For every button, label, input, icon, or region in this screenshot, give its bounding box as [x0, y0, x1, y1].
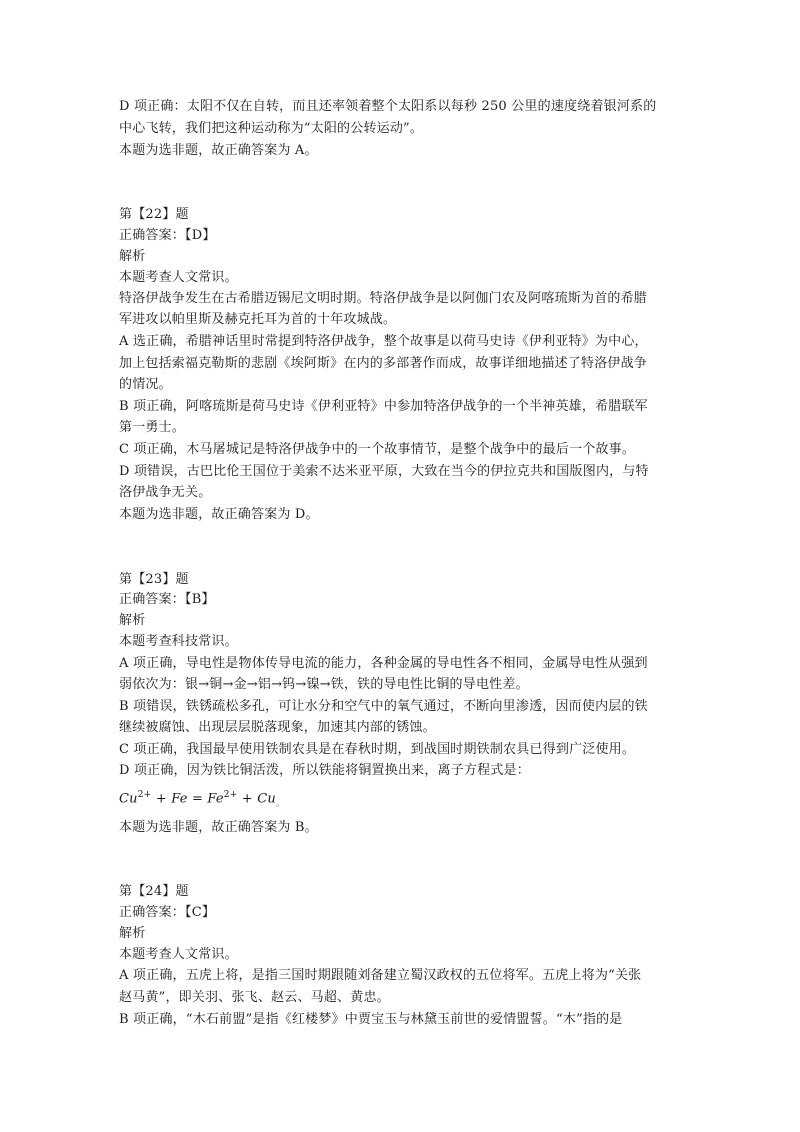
formula-equals: = — [191, 791, 204, 807]
formula-plus: + — [241, 791, 253, 807]
analysis-line: B 项正确，“木石前盟”是指《红楼梦》中贾宝玉与林黛玉前世的爱情盟誓。“木”指的是 — [119, 1012, 623, 1027]
formula-cu-charge: 2+ — [137, 790, 152, 800]
analysis-line: 本题为选非题，故正确答案为 D。 — [119, 507, 319, 522]
formula-fe-charge: 2+ — [223, 790, 238, 800]
analysis-line: 本题考查科技常识。 — [119, 634, 238, 649]
analysis-line: 继续被腐蚀、出现层层脱落现象，加速其内部的锈蚀。 — [119, 720, 436, 735]
analysis-line: B 项错误，铁锈疏松多孔，可让水分和空气中的氧气通过，不断向里渗透，因而使内层的铁 — [119, 699, 648, 714]
analysis-line: 赵马黄”，即关羽、张飞、赵云、马超、黄忠。 — [119, 990, 390, 1005]
analysis-label: 解析 — [119, 249, 146, 264]
analysis-line: 特洛伊战争发生在古希腊迈锡尼文明时期。特洛伊战争是以阿伽门农及阿喀琉斯为首的希腊 — [119, 291, 648, 306]
conclusion-line: 本题为选非题，故正确答案为 B。 — [119, 820, 318, 835]
intro-line: 中心飞转，我们把这种运动称为“太阳的公转运动”。 — [119, 121, 424, 136]
question-title: 第【24】题 — [119, 884, 189, 899]
analysis-line: B 项正确，阿喀琉斯是荷马史诗《伊利亚特》中参加特洛伊战争的一个半神英雄，希腊联军 — [119, 399, 648, 414]
analysis-line: 洛伊战争无关。 — [119, 485, 212, 500]
ionic-equation — [119, 785, 284, 814]
analysis-line: 本题考查人文常识。 — [119, 270, 238, 285]
formula-cu-metal: Cu — [257, 791, 276, 807]
analysis-line: 加上包括索福克勒斯的悲剧《埃阿斯》在内的多部著作而成，故事详细地描述了特洛伊战争 — [119, 356, 648, 371]
analysis-label: 解析 — [119, 926, 146, 941]
analysis-line: D 项错误，古巴比伦王国位于美索不达米亚平原，大致在当今的伊拉克共和国版图内，与特 — [119, 464, 649, 479]
formula-cu: Cu — [119, 791, 138, 807]
analysis-line: 的情况。 — [119, 377, 172, 392]
analysis-line: 本题考查人文常识。 — [119, 947, 238, 962]
intro-line: D 项正确：太阳不仅在自转，而且还率领着整个太阳系以每秒 250 公里的速度绕着银河系的 — [119, 99, 657, 114]
analysis-line: 军进攻以帕里斯及赫克托耳为首的十年攻城战。 — [119, 312, 397, 327]
formula-end: 。 — [275, 798, 285, 808]
formula-fe: Fe — [171, 791, 188, 807]
analysis-line: A 项正确，导电性是物体传导电流的能力，各种金属的导电性各不相同，金属导电性从强到 — [119, 656, 648, 671]
analysis-line: A 项正确，五虎上将，是指三国时期跟随刘备建立蜀汉政权的五位将军。五虎上将为“关张 — [119, 968, 642, 983]
question-title: 第【23】题 — [119, 572, 189, 587]
correct-answer: 正确答案：【C】 — [119, 905, 216, 920]
formula-plus: + — [155, 791, 167, 807]
question-title: 第【22】题 — [119, 207, 189, 222]
formula-fe-ion: Fe — [207, 791, 224, 807]
intro-line: 本题为选非题，故正确答案为 A。 — [119, 143, 318, 158]
analysis-line: 第一勇士。 — [119, 420, 186, 435]
analysis-line: D 项正确，因为铁比铜活泼，所以铁能将铜置换出来，离子方程式是： — [119, 763, 530, 778]
analysis-line: C 项正确，木马屠城记是特洛伊战争中的一个故事情节，是整个战争中的最后一个故事。 — [119, 442, 636, 457]
correct-answer: 正确答案：【D】 — [119, 228, 216, 243]
analysis-line: C 项正确，我国最早使用铁制农具是在春秋时期，到战国时期铁制农具已得到广泛使用。 — [119, 742, 636, 757]
correct-answer: 正确答案：【B】 — [119, 592, 215, 607]
analysis-line: 弱依次为：银→铜→金→铝→钨→镍→铁，铁的导电性比铜的导电性差。 — [119, 677, 529, 692]
analysis-label: 解析 — [119, 613, 146, 628]
analysis-line: A 选正确，希腊神话里时常提到特洛伊战争，整个故事是以荷马史诗《伊利亚特》为中心， — [119, 334, 648, 349]
